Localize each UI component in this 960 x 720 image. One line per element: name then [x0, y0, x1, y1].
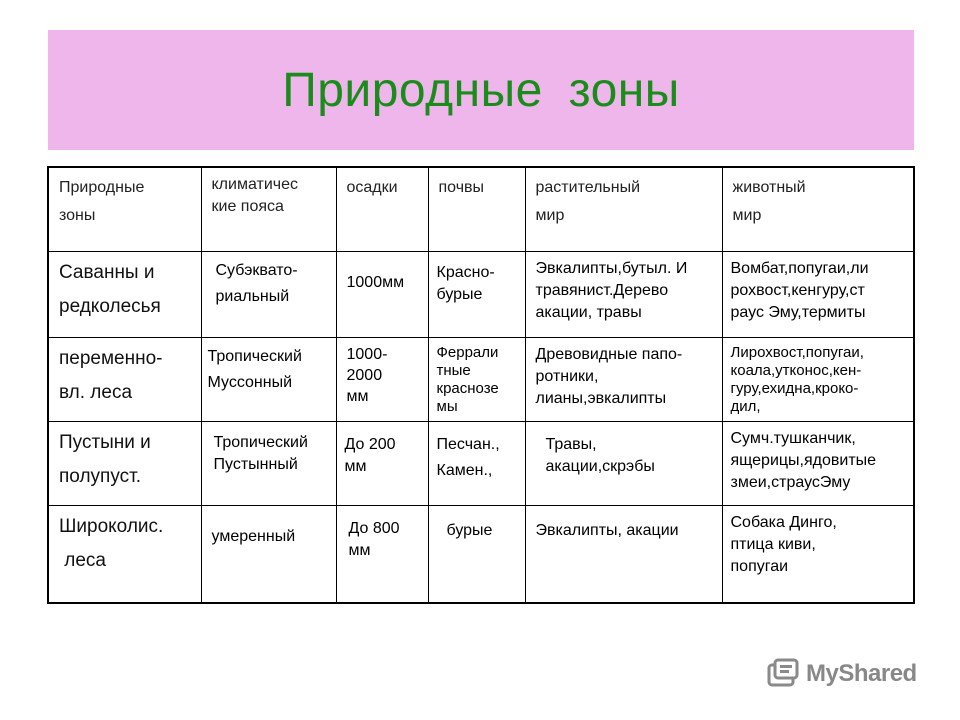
header-cell-precip: осадки	[336, 167, 428, 251]
fauna-cell: Вомбат,попугаи,ли рохвост,кенгуру,ст раус Эму,термиты	[722, 251, 914, 337]
flora-cell: Травы, акации,скрэбы	[525, 421, 722, 505]
soil-cell: Феррали тные краснозе мы	[428, 337, 525, 421]
table-header-row	[48, 167, 914, 251]
fauna-cell: Собака Динго, птица киви, попугаи	[722, 505, 914, 603]
zone-cell: Широколис. леса	[48, 505, 201, 603]
zone-cell: переменно- вл. леса	[48, 337, 201, 421]
precip-cell: До 200 мм	[336, 421, 428, 505]
title-band	[48, 30, 914, 150]
header-cell-soil: почвы	[428, 167, 525, 251]
climate-cell: умеренный	[201, 505, 336, 603]
climate-cell: Тропический Муссонный	[201, 337, 336, 421]
table-row	[48, 251, 914, 337]
table-row	[48, 421, 914, 505]
soil-cell: Красно- бурые	[428, 251, 525, 337]
precip-cell: До 800 мм	[336, 505, 428, 603]
flora-cell: Древовидные папо- ротники, лианы,эвкалипты	[525, 337, 722, 421]
zone-cell: Саванны и редколесья	[48, 251, 201, 337]
precip-cell: 1000мм	[336, 251, 428, 337]
table-row	[48, 337, 914, 421]
flora-cell: Эвкалипты, акации	[525, 505, 722, 603]
precip-cell: 1000- 2000 мм	[336, 337, 428, 421]
climate-cell: Тропический Пустынный	[201, 421, 336, 505]
page-title: Природные зоны	[282, 63, 680, 117]
climate-cell: Субэквато- риальный	[201, 251, 336, 337]
table-row	[48, 505, 914, 603]
header-cell-climate: климатичес кие пояса	[201, 167, 336, 251]
soil-cell: бурые	[428, 505, 525, 603]
natural-zones-table	[47, 166, 915, 604]
fauna-cell: Лирохвост,попугаи, коала,утконос,кен- гуру,ехидна,кроко- дил,	[722, 337, 914, 421]
myshared-logo-icon	[766, 657, 800, 691]
myshared-watermark	[766, 656, 917, 692]
header-cell-fauna: животный мир	[722, 167, 914, 251]
header-cell-flora: растительный мир	[525, 167, 722, 251]
flora-cell: Эвкалипты,бутыл. И травянист.Дерево акации, травы	[525, 251, 722, 337]
zone-cell: Пустыни и полупуст.	[48, 421, 201, 505]
soil-cell: Песчан., Камен.,	[428, 421, 525, 505]
header-cell-zone: Природные зоны	[48, 167, 201, 251]
fauna-cell: Сумч.тушканчик, ящерицы,ядовитые змеи,страусЭму	[722, 421, 914, 505]
watermark-text: MyShared	[806, 660, 917, 687]
